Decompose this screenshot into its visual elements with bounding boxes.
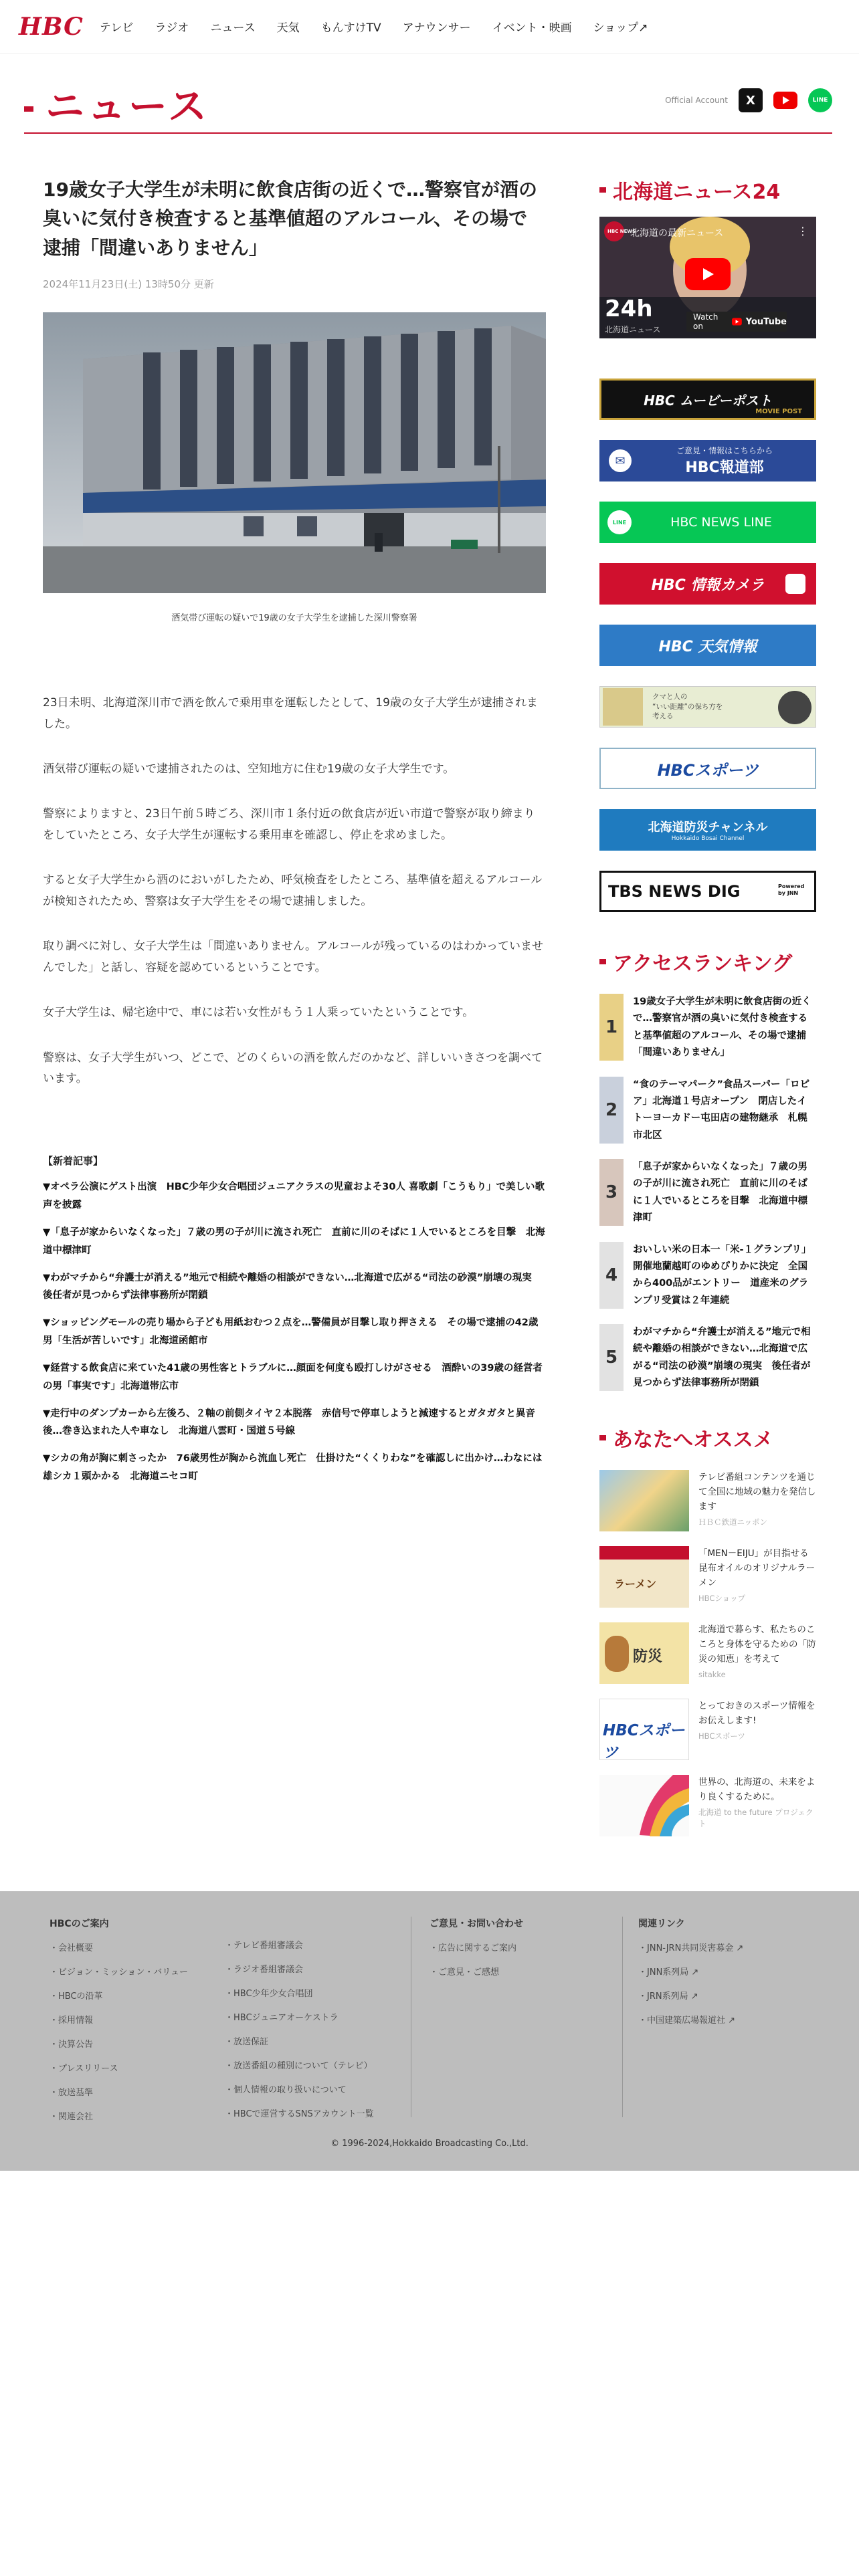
official-accounts (665, 88, 832, 112)
recommend-source: HBCスポーツ (698, 1731, 745, 1741)
footer-link[interactable]: ・ ラジオ番組審議会 (225, 1962, 374, 1975)
footer-link[interactable]: ・ JNN系列局 ↗ (638, 1965, 743, 1977)
footer-link[interactable]: ・ HBCで運営するSNSアカウント一覧 (225, 2107, 374, 2119)
nav-tv[interactable]: テレビ (99, 21, 134, 35)
footer-link[interactable]: ・ 放送番組の種別について（テレビ） (225, 2058, 374, 2071)
banner-hbc-camera[interactable] (599, 563, 816, 605)
article-date: 2024年11月23日(土) 13時50分 更新 (43, 278, 214, 291)
rank-number: 5 (599, 1324, 624, 1391)
bear-icon (778, 691, 812, 724)
ranking-title: アクセスランキング (599, 947, 816, 976)
nav-weather[interactable]: 天気 (276, 21, 300, 35)
banner-bear-distance[interactable] (599, 686, 816, 728)
official-account-label: Official Account (665, 96, 728, 105)
external-link-icon: ↗ (638, 21, 648, 35)
footer-link[interactable]: ・ HBC少年少女合唱団 (225, 1986, 374, 1999)
ranking-item[interactable] (599, 1242, 816, 1310)
banner-tbs-news-dig[interactable] (599, 871, 816, 912)
line-icon[interactable]: LINE (808, 88, 832, 112)
article-paragraph: 警察は、女子大学生がいつ、どこで、どのくらいの酒を飲んだのかなど、詳しいいきさつを調べています。 (43, 1051, 543, 1085)
news24-title: 北海道ニュース24 (599, 175, 816, 205)
recommend-thumbnail (599, 1622, 689, 1684)
article-body (43, 693, 546, 1089)
news-line-label: HBC NEWS LINE (670, 515, 772, 530)
article-paragraph: 取り調べに対し、女子大学生は「間違いありません。アルコールが残っているのはわかっていませんでした」と話し、容疑を認めているということです。 (43, 940, 543, 974)
related-news-link[interactable]: ▼ショッピングモールの売り場から子ども用紙おむつ２点を…警備員が目撃し取り押さえる その場で逮捕の42歳男「生活が苦しいです」北海道函館市 (43, 1317, 539, 1347)
footer-link[interactable]: ・ 決算公告 (50, 2037, 188, 2050)
recommend-item[interactable] (599, 1775, 816, 1836)
related-news-link[interactable]: ▼「息子が家からいなくなった」７歳の男の子が川に流され死亡 直前に川のそばに１人でいるところを目撃 北海道中標津町 (43, 1227, 545, 1256)
article (43, 175, 546, 1495)
recommend-title-text: 北海道で暮らす、私たちのこころと身体を守るための「防災の知恵」を考えて (698, 1624, 816, 1665)
recommend-source: sitakke (698, 1670, 726, 1680)
rank-number: 4 (599, 1242, 624, 1309)
recommend-title-text: 「MEN－EIJU」が目指せる昆布オイルのオリジナルラーメン (698, 1547, 816, 1589)
x-icon[interactable]: X (739, 88, 763, 112)
tip-title: HBC報道部 (685, 459, 764, 476)
related-news-link[interactable]: ▼シカの角が胸に刺さったか 76歳男性が胸から流血し死亡 仕掛けた“くくりわな”を確認しに出かけ…わなには雄シカ１頭かかる 北海道ニセコ町 (43, 1453, 543, 1482)
sidebar (599, 175, 816, 1851)
nav-announcer[interactable]: アナウンサー (402, 21, 471, 35)
footer-divider (622, 1917, 623, 2117)
footer-col-programs (225, 1938, 374, 2131)
recommend-thumbnail (599, 1699, 689, 1760)
recommend-title: あなたへオススメ (599, 1423, 816, 1453)
youtube-live-embed[interactable] (599, 217, 816, 338)
page-title: ニュース (24, 75, 209, 131)
footer-link[interactable]: ・ 放送基準 (50, 2085, 188, 2098)
weather-label: HBC 天気情報 (658, 638, 757, 655)
ranking-title-text: 19歳女子大学生が未明に飲食店街の近くで…警察官が酒の臭いに気付き検査すると基準値超のアルコール、その場で逮捕「間違いありません」 (633, 996, 812, 1059)
recommend-item[interactable] (599, 1546, 816, 1608)
rank-number: 1 (599, 994, 624, 1061)
hokkaido-map-icon (785, 574, 805, 594)
ranking-title-text: おいしい米の日本一「米-１グランプリ」開催地蘭越町のゆめぴりかに決定 全国から400品がエントリー 道産米のグランプリ受賞は２年連続 (633, 1244, 812, 1306)
banner-hbc-sports[interactable] (599, 748, 816, 789)
footer-link[interactable]: ・ 中国建築広場報道社 ↗ (638, 2013, 743, 2026)
live-24h-label: 24h (605, 296, 653, 322)
watch-on-label: Watch on (693, 312, 719, 331)
footer-link[interactable]: ・ プレスリリース (50, 2061, 188, 2074)
banner-hbc-weather[interactable] (599, 625, 816, 666)
video-title: 北海道の最新ニュース (630, 228, 724, 239)
watch-on-youtube[interactable] (686, 312, 787, 332)
footer-link[interactable]: ・ 広告に関するご案内 (430, 1941, 523, 1953)
youtube-icon (732, 318, 742, 326)
hbc-news-logo: HBC NEWS (607, 229, 636, 234)
recommend-list (599, 1470, 816, 1836)
bear-text-line3: 考える (652, 712, 674, 721)
page-header (24, 74, 832, 134)
footer-col-contact (430, 1917, 523, 1989)
footer-link[interactable]: ・ HBCジュニアオーケストラ (225, 2010, 374, 2023)
article-paragraph: すると女子大学生から酒のにおいがしたため、呼気検査をしたところ、基準値を超えるアルコールが検知されたため、警察は女子大学生をその場で逮捕しました。 (43, 873, 543, 908)
bear-text-line1: クマと人の (652, 692, 688, 701)
footer-heading: ご意見・お問い合わせ (430, 1919, 523, 1929)
related-news-heading: 【新着記事】 (43, 1155, 104, 1168)
bear-illustration (603, 688, 643, 726)
tbs-sub: Powered by JNN (778, 883, 805, 896)
article-paragraph: 女子大学生は、帰宅途中で、車には若い女性がもう１人乗っていたということです。 (43, 1006, 474, 1020)
nav-shop-label: ショップ (593, 21, 639, 35)
recommend-thumbnail (599, 1546, 689, 1608)
article-headline: 19歳女子大学生が未明に飲食店街の近くで…警察官が酒の臭いに気付き検査すると基準値超のアルコール、その場で逮捕「間違いありません」 (43, 179, 537, 259)
play-button[interactable] (685, 258, 731, 290)
nav-events[interactable]: イベント・映画 (492, 21, 572, 35)
main-nav (100, 18, 648, 35)
footer-link[interactable]: ・ JNN-JRN共同災害募金 ↗ (638, 1941, 743, 1953)
banner-movie-post[interactable] (599, 379, 816, 420)
related-news-link[interactable]: ▼経営する飲食店に来ていた41歳の男性客とトラブルに…顔面を何度も殴打しけがさせる 酒酔いの39歳の経営者の男「事実です」北海道帯広市 (43, 1362, 543, 1392)
recommend-source: HBCショップ (698, 1594, 746, 1604)
footer-col-links (638, 1917, 743, 2037)
recommend-thumbnail (599, 1775, 689, 1836)
ranking-list (599, 994, 816, 1392)
footer-link[interactable]: ・ 採用情報 (50, 2013, 188, 2026)
photo-caption: 酒気帯び運転の疑いで19歳の女子大学生を逮捕した深川警察署 (171, 613, 417, 624)
ranking-item[interactable] (599, 1324, 816, 1392)
top-navigation (0, 0, 859, 53)
video-menu-icon[interactable]: ⋮ (797, 225, 808, 237)
youtube-icon[interactable] (773, 88, 797, 112)
footer-link[interactable]: ・ HBCの沿革 (50, 1989, 188, 2002)
copyright: © 1996-2024,Hokkaido Broadcasting Co.,Ltd. (330, 2139, 529, 2149)
related-news-link[interactable]: ▼走行中のダンプカーから左後ろ、２軸の前側タイヤ２本脱落 赤信号で停車しようと減速するとガタガタと異音後…巻き込まれた人や車なし 北海道八雲町・国道５号線 (43, 1408, 535, 1437)
recommend-source: 北海道 to the future プロジェクト (698, 1808, 814, 1829)
banner-hbc-news-tip[interactable] (599, 440, 816, 481)
recommend-title-text: 世界の、北海道の、未来をより良くするために。 (698, 1776, 816, 1802)
character-illustration (605, 1636, 629, 1672)
rank-number: 3 (599, 1159, 624, 1226)
sports-label: HBCスポーツ (657, 760, 759, 780)
bear-text-line2: “いい距離”の保ち方を (652, 702, 723, 711)
footer-heading: 関連リンク (638, 1919, 685, 1929)
hbc-logo[interactable]: HBC (19, 12, 84, 41)
footer-link[interactable]: ・ 関連会社 (50, 2109, 188, 2122)
movie-post-label: HBC ムービーポスト (644, 392, 772, 409)
article-paragraph: 酒気帯び運転の疑いで逮捕されたのは、空知地方に住む19歳の女子大学生です。 (43, 762, 455, 776)
recommend-item[interactable] (599, 1622, 816, 1684)
footer-link[interactable]: ・ JRN系列局 ↗ (638, 1989, 743, 2002)
youtube-label: YouTube (745, 316, 787, 327)
footer-heading: HBCのご案内 (50, 1919, 109, 1929)
footer-link[interactable]: ・ テレビ番組審議会 (225, 1938, 374, 1951)
ranking-title-text: 「息子が家からいなくなった」７歳の男の子が川に流され死亡 直前に川のそばに１人でいるところを目撃 北海道中標津町 (633, 1162, 807, 1224)
recommend-title-text: テレビ番組コンテンツを通じて全国に地域の魅力を発信します (698, 1471, 816, 1513)
thumbnail-text: 防災 (633, 1648, 663, 1665)
rank-number: 2 (599, 1077, 624, 1144)
footer-link[interactable]: ・ 会社概要 (50, 1941, 188, 1953)
nav-monsuke-tv[interactable]: もんすけTV (320, 21, 381, 35)
article-paragraph: 23日未明、北海道深川市で酒を飲んで乗用車を運転したとして、19歳の女子大学生が逮捕されました。 (43, 696, 538, 731)
footer-col-about (50, 1917, 188, 2133)
tbs-label: TBS NEWS DIG (608, 882, 741, 901)
ranking-item[interactable] (599, 1159, 816, 1227)
ranking-title-text: わがマチから“弁護士が消える”地元で相続や離婚の相談ができない…北海道で広がる“司法の砂漠”崩壊の現実 後任者が見つからず法律事務所が閉鎖 (633, 1327, 811, 1389)
line-icon: LINE (607, 510, 632, 534)
camera-label: HBC 情報カメラ (651, 576, 765, 594)
nav-shop[interactable] (593, 18, 648, 35)
related-news (43, 1154, 546, 1485)
footer-link[interactable]: ・ 個人情報の取り扱いについて (225, 2082, 374, 2095)
thumbnail-text: ラーメン (614, 1577, 657, 1590)
ranking-item[interactable] (599, 1077, 816, 1145)
recommend-source: ＨＢＣ鉄道ニッポン (698, 1517, 768, 1527)
mail-icon: ✉ (609, 449, 632, 472)
bousai-label: 北海道防災チャンネル (648, 821, 768, 835)
footer (0, 1891, 859, 2171)
footer-link[interactable]: ・ ご意見・ご感想 (430, 1965, 523, 1977)
bousai-sub: Hokkaido Bosai Channel (671, 835, 745, 842)
recommend-item[interactable] (599, 1699, 816, 1760)
recommend-item[interactable] (599, 1470, 816, 1531)
banner-hbc-news-line[interactable] (599, 502, 816, 543)
nav-radio[interactable]: ラジオ (155, 21, 189, 35)
banner-bousai-channel[interactable] (599, 809, 816, 851)
tip-subtitle: ご意見・情報はこちらから (676, 446, 773, 455)
video-subtext: 北海道ニュース (605, 325, 661, 334)
article-paragraph: 警察によりますと、23日午前５時ごろ、深川市１条付近の飲食店が近い市道で警察が取り締まりをしていたところ、女子大学生が運転する乗用車を確認し、停止を求めました。 (43, 807, 535, 842)
movie-post-sub: MOVIE POST (755, 408, 802, 415)
nav-news[interactable]: ニュース (210, 21, 256, 35)
recommend-title-text: とっておきのスポーツ情報をお伝えします! (698, 1700, 816, 1726)
ranking-title-text: “食のテーマパーク”食品スーパー「ロピア」北海道１号店オープン 閉店したイトーヨーカドー屯田店の建物継承 札幌市北区 (633, 1079, 809, 1141)
recommend-thumbnail (599, 1470, 689, 1531)
related-news-link[interactable]: ▼オペラ公演にゲスト出演 HBC少年少女合唱団ジュニアクラスの児童およそ30人 喜歌劇「こうもり」で美しい歌声を披露 (43, 1182, 545, 1211)
thumbnail-text: HBCスポーツ (603, 1721, 685, 1760)
footer-link[interactable]: ・ ビジョン・ミッション・バリュー (50, 1965, 188, 1977)
article-photo (43, 312, 546, 593)
footer-link[interactable]: ・ 放送保証 (225, 2034, 374, 2047)
ranking-item[interactable] (599, 994, 816, 1062)
related-news-link[interactable]: ▼わがマチから“弁護士が消える”地元で相続や離婚の相談ができない…北海道で広がる“司法の砂漠”崩壊の現実 後任者が見つからず法律事務所が閉鎖 (43, 1272, 542, 1301)
